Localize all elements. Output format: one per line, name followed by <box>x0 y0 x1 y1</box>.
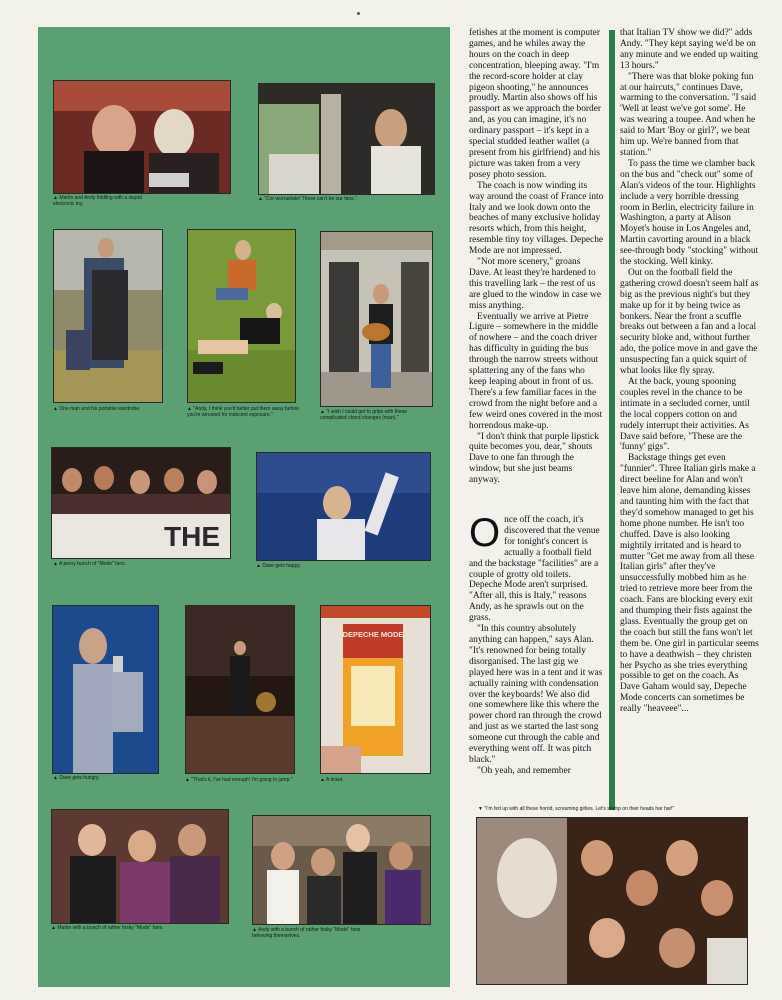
photo-portable-wardrobe <box>53 229 163 403</box>
paragraph: Eventually we arrive at Pietre Ligure – somewhere in the middle of nowhere – and the coach driver has difficulty in guiding the bus through the narrow streets without splattering any of the fans who keep leaping about in front of us. There's a few familiar faces in the crowd from the night before and a few weird ones covered in the most horrendous make-up. <box>469 311 603 431</box>
caption-1: ▲ Martin and Andy fiddling with a stupid electronic toy. <box>53 195 142 207</box>
photo-dave-happy <box>256 452 431 561</box>
paragraph: "Not more scenery," groans Dave. At least they're hardened to this travelling lark – the rest of us are glued to the window in case we miss anything. <box>469 257 601 311</box>
article-col-1-top <box>469 28 604 486</box>
banner-text: THE <box>164 521 220 552</box>
dropcap-paragraph-text: nce off the coach, it's discovered that the venue for tonight's concert is actually a football field and the backstage "facilities" are a couple of grotty old toilets. Depeche Mode aren't surprised. "After all, this is Italy," reasons Andy, as he sprawls out on the grass. <box>469 515 600 624</box>
paragraph: "There was that bloke poking fun at our haircuts," continues Dave, warming to the conversation. "I said 'Well at least we've got some'. He was wearing a toupee. And when he said to Mart 'Boy or girl?', we beat him up. We're banned from that station." <box>620 71 757 158</box>
paragraph: The coach is now winding its way around the coast of France into Italy and we look down onto the beaches of many exclusive holiday resorts which, from this height, resemble tiny toy villages. Depeche Mode are not impressed. <box>469 180 604 257</box>
photo-andy-fans <box>252 815 431 925</box>
photo-crowd-girls <box>476 817 748 985</box>
paragraph: "I don't think that purple lipstick quite becomes you, dear," shouts Dave to one fan through the window, but she just beams anyway. <box>469 431 599 486</box>
ticket-band-text: DEPECHE MODE <box>342 630 404 639</box>
paragraph: "Oh yeah, and remember <box>477 765 571 776</box>
photo-andy-grass <box>187 229 296 403</box>
print-speck <box>357 12 360 15</box>
photo-stage-jump <box>185 605 295 774</box>
caption-4: ▲ "Andy, I think you'd better put them away before you're arrested for indecent exposure." <box>187 406 300 418</box>
caption-9: ▲ "That's it, I've had enough! I'm going to jump." <box>185 777 293 783</box>
photo-ticket <box>320 605 431 774</box>
caption-10: ▲ A ticket. <box>320 777 344 783</box>
photo-fans-banner <box>51 447 231 559</box>
photo-martin-andy-toy <box>53 80 231 194</box>
paragraph: Backstage things get even "funnier". Three Italian girls make a direct beeline for Alan and won't leave him alone, demanding kisses and taunting him with the fact that they'd somehow managed to get his home phone number. He isn't too chuffed. Dave is also looking mightily irritated and is heard to mutter "Get me away from all these Italian girls" after they've unsuccessfully mobbed him as he tried to retrieve more beer from the coach. Fans are blocking every exit and thumping their fists against the glass. Eventually the group get on the coach but still the fans won't let them be. One girl in particular seems to have a deathwish – they christen her Psycho as she tries everything possible to get on the coach. As Dave Gaham would say, Depeche Mode concerts can sometimes be really "heaveee"... <box>620 453 759 715</box>
paragraph: that Italian TV show we did?" adds Andy. "They kept saying we'd be on any minute and we ended up waiting 13 hours." <box>620 28 758 71</box>
drop-cap: O <box>469 511 501 555</box>
article-col-2 <box>620 28 760 715</box>
paragraph: "In this country absolutely anything can happen," says Alan. "It's renowned for being totally disorganised. The last gig we played here was in a tent and it was actually raining with condensation over the keyboards! We also did one somewhere like this where the power chord ran through the crowd and just as we started the last song someone cut through the cable and everything went off. It was pitch black." <box>469 624 603 765</box>
caption-2: ▲ "Cor worrastate! These can't be our fans." <box>258 196 357 202</box>
caption-6: ▲ A pervy bunch of "Mode" fans. <box>53 561 126 567</box>
paragraph: fetishes at the moment is computer games, and he whiles away the hours on the coach in deep concentration, bleeping away. "I'm the record-score holder at clay pigeon shooting," he announces proudly. Martin also shows off his passport as we approach the border and, as you can imagine, it's no ordinary passport – it's kept in a special studded leather wallet (a present from his girlfriend) and his picture was taken from a very posey photo session. <box>469 28 601 180</box>
photo-fans-coach <box>258 83 435 195</box>
caption-11: ▲ Martin with a bunch of rather frisky "Mode" fans. <box>51 925 164 931</box>
caption-3: ▲ One man and his portable wardrobe. <box>53 406 141 412</box>
article-col-1-bottom <box>469 511 604 777</box>
paragraph: Out on the football field the gathering crowd doesn't seem half as big as the previous night's but they make up for it by being twice as bonkers. Near the front a scuffle breaks out between a fan and a local security bloke and, without further ado, the police move in and gave the unsuspecting fan a quick squirt of what looks like fly spray. <box>620 267 759 377</box>
caption-5: ▲ "I wish I could get to grips with these complicated chord changes (man)." <box>320 409 408 421</box>
photo-dave-hungry <box>52 605 159 774</box>
paragraph-dropcap <box>469 511 604 624</box>
caption-8: ▲ Dave gets hungry. <box>53 775 100 781</box>
column-divider <box>609 30 615 810</box>
paragraph: To pass the time we clamber back on the bus and "check out" some of Alan's videos of the tour. Highlights include a very horrible dressing room in Berlin, electricity failure in Washington, a party at Alison Moyet's house in Los Angeles and, Martin cavorting around in a black see-through body "stocking" without the stocking. Well kinky. <box>620 158 759 268</box>
caption-13: ▼ "I'm fed up with all these horrid, screaming girlies. Let's stamp on their heads har har!" <box>478 806 675 812</box>
caption-7: ▲ Dave gets happy. <box>256 563 301 569</box>
photo-guitar <box>320 231 433 407</box>
photo-martin-fans <box>51 809 229 924</box>
caption-12: ▲ Andy with a bunch of rather frisky "Mode" fans behaving themselves. <box>252 927 361 939</box>
paragraph: At the back, young spooning couples revel in the chance to be intimate in a secluded corner, until the local coppers cotton on and rudely interrupt their activities. As Dave said before, "These are the 'funny' gigs". <box>620 377 750 453</box>
